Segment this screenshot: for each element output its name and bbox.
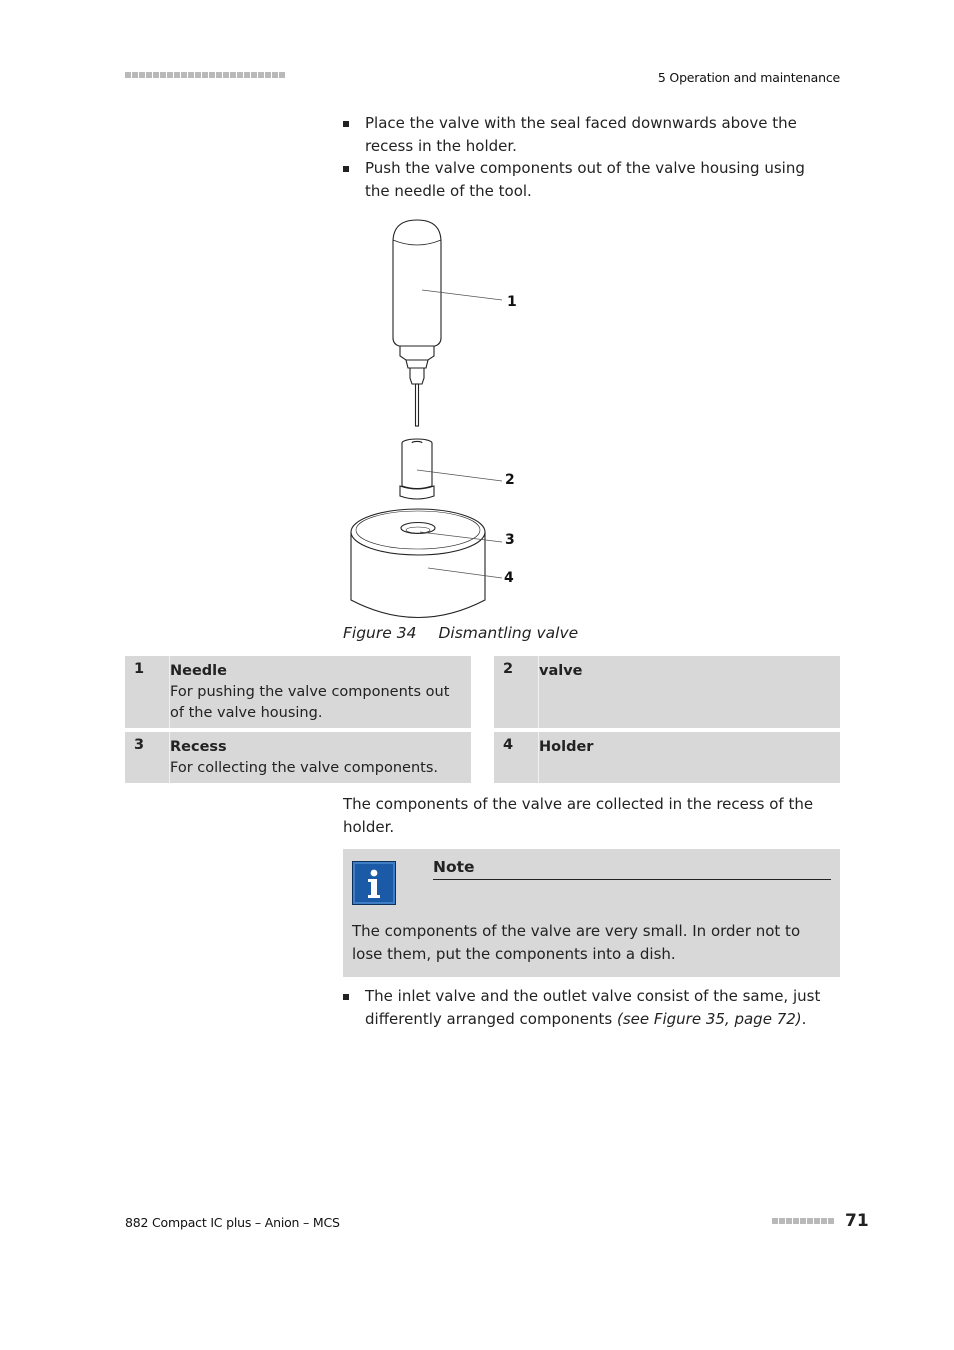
valve-body [402, 443, 432, 489]
legend-title: valve [539, 663, 583, 679]
tool-collar [400, 346, 434, 360]
step-item: Place the valve with the seal faced downwards above the recess in the holder. [343, 112, 833, 157]
legend-title: Needle [170, 663, 227, 679]
legend-number: 3 [125, 732, 170, 783]
needle [416, 384, 419, 426]
callout-2: 2 [505, 472, 515, 488]
callout-4: 4 [504, 570, 514, 586]
legend-item-recess [125, 732, 471, 783]
step-item: Push the valve components out of the valve housing using the needle of the tool. [343, 157, 833, 202]
legend-item-holder [494, 732, 840, 783]
tool-handle [393, 220, 441, 346]
note-box [343, 849, 840, 977]
step-tail: . [801, 1009, 807, 1028]
figure-caption [343, 624, 578, 642]
callout-3: 3 [505, 532, 515, 548]
legend-number: 4 [494, 732, 539, 783]
legend-item-needle [125, 656, 471, 728]
figure-reference-link[interactable]: (see Figure 35, page 72) [616, 1009, 802, 1028]
page-number: 71 [845, 1211, 869, 1231]
legend-number: 2 [494, 656, 539, 728]
callout-1: 1 [507, 294, 517, 310]
note-title: Note [433, 858, 831, 880]
legend-title: Recess [170, 739, 227, 755]
legend-number: 1 [125, 656, 170, 728]
legend-desc: For pushing the valve components out of the valve housing. [170, 684, 450, 721]
step-item [343, 985, 840, 1030]
legend-title: Holder [539, 739, 594, 755]
legend-item-valve [494, 656, 840, 728]
note-text: The components of the valve are very small. In order not to lose them, put the components into a dish. [352, 922, 801, 963]
figure-title: Dismantling valve [438, 624, 579, 642]
step-list [343, 112, 833, 202]
step-text: The inlet valve and the outlet valve consist of the same, just differently arranged components [365, 987, 821, 1028]
figure-number: Figure 34 [343, 624, 417, 642]
dismantling-valve-figure [340, 210, 540, 620]
document-title: 882 Compact IC plus – Anion – MCS [125, 1215, 340, 1230]
step-list-2 [343, 985, 840, 1030]
body-paragraph: The components of the valve are collected in the recess of the holder. [343, 795, 814, 836]
legend-desc: For collecting the valve components. [170, 760, 438, 776]
footer-decoration [772, 1218, 834, 1224]
info-icon [352, 861, 396, 905]
header-decoration [125, 72, 285, 78]
section-title: 5 Operation and maintenance [657, 70, 840, 85]
